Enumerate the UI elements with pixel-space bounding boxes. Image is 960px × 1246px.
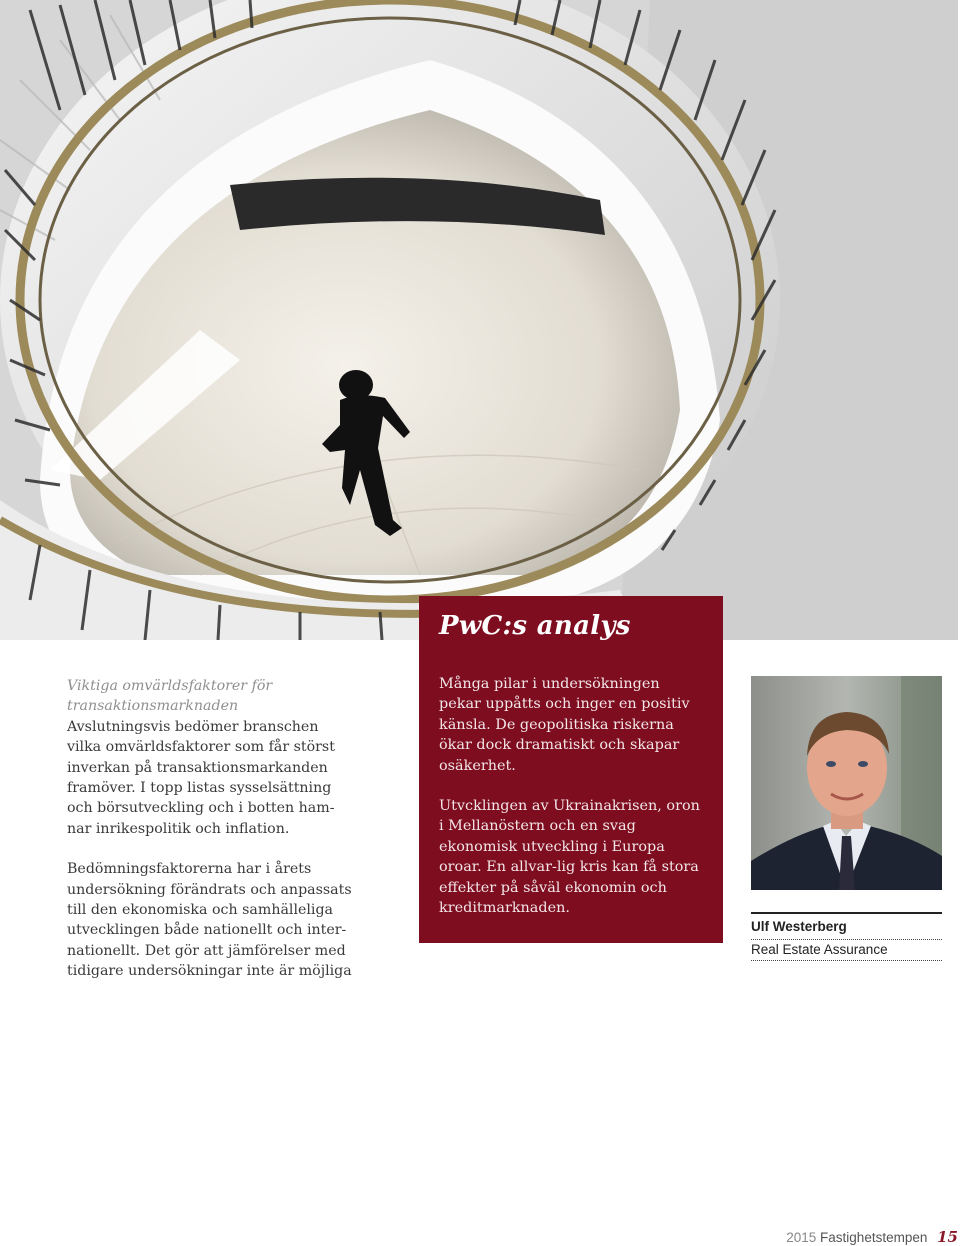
- body-paragraph-2: Bedömningsfaktorerna har i årets undersökning förändrats och anpassats till den ekonomiska och samhälleliga utvecklingen både nationellt och inter-nationellt. Det gör att jämförelser med tidigare undersökningar inte är möjliga: [67, 861, 352, 980]
- page-footer: [786, 1228, 958, 1246]
- analysis-title: PwC:s analys: [439, 611, 631, 641]
- portrait-photo: [751, 676, 942, 890]
- footer-year: 2015: [786, 1230, 817, 1245]
- page-number: 15: [937, 1228, 958, 1246]
- footer-publication: Fastighetstempen: [820, 1230, 928, 1245]
- pwc-analysis-box: [419, 596, 723, 943]
- person-illustration: [751, 676, 942, 890]
- analysis-paragraph-1: Många pilar i undersökningen pekar uppåtts och inger en positiv känsla. De geopolitiska riskerna ökar dock dramatiskt och skapar osäkerhet.: [439, 676, 690, 774]
- person-role: Real Estate Assurance: [751, 942, 942, 961]
- body-paragraph-1: Avslutningsvis bedömer branschen vilka omvärldsfaktorer som får störst inverkan på transaktionsmarkanden framöver. I topp listas sysselsättning och börsutveckling och i botten ham-nar inrikespolitik och inflation.: [67, 718, 335, 837]
- left-column: [67, 676, 352, 982]
- person-name: Ulf Westerberg: [751, 912, 942, 940]
- analysis-paragraph-2: Utvcklingen av Ukrainakrisen, oron i Mellanöstern och en svag ekonomisk utveckling i Europa oroar. En allvar-lig kris kan få stora effekter på såväl ekonomin och kreditmarknaden.: [439, 798, 700, 917]
- section-subhead: Viktiga omvärldsfaktorer för transaktionsmarknaden: [67, 678, 273, 715]
